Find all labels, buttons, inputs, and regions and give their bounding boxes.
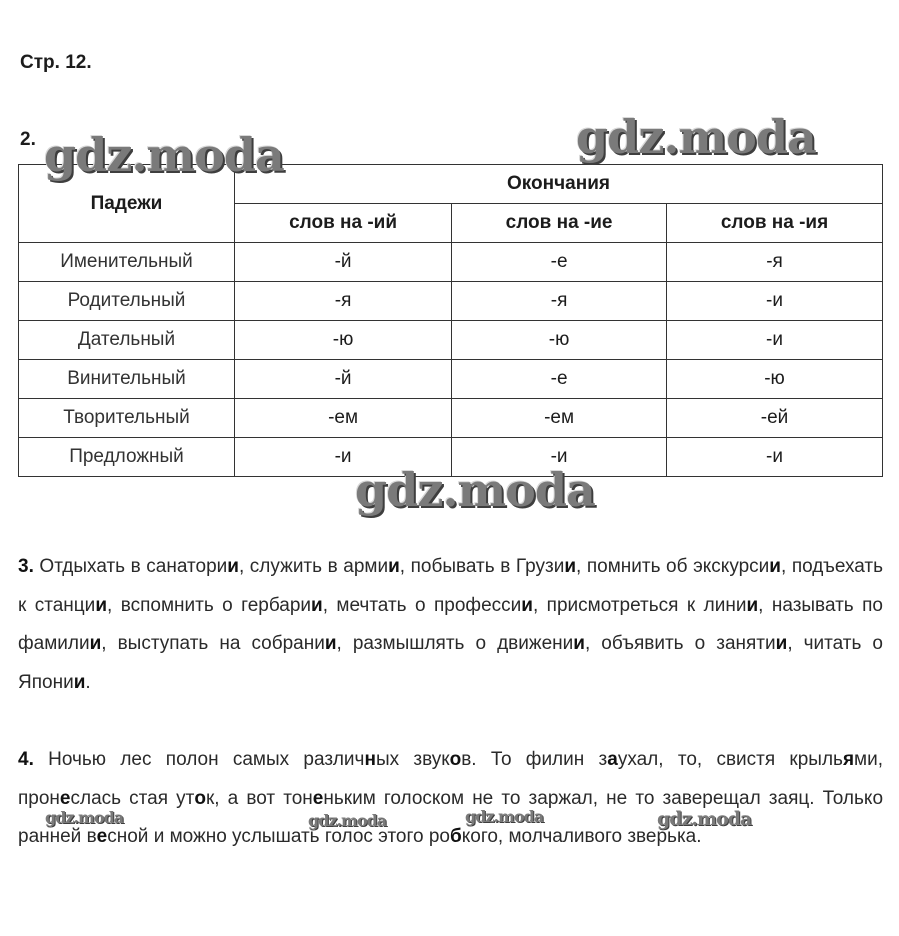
column-header: слов на -ие <box>452 204 667 243</box>
text-segment: . <box>85 672 91 694</box>
text-segment: Отдыхать в санатори <box>33 556 228 577</box>
text-segment: , присмотреться к лини <box>532 594 747 616</box>
case-name: Дательный <box>19 321 235 360</box>
case-name: Винительный <box>19 360 235 399</box>
case-name: Творительный <box>19 399 235 438</box>
ending-cell: -ю <box>235 321 452 360</box>
text-segment: Ночью лес полон самых различ <box>33 749 365 770</box>
ending-cell: -ю <box>452 321 667 360</box>
highlighted-letter: и <box>89 633 102 655</box>
header-endings: Окончания <box>235 165 883 204</box>
text-segment: , помнить об экскурси <box>576 556 770 577</box>
text-segment: ых звук <box>375 749 450 770</box>
table-header-row <box>19 165 883 204</box>
ending-cell: -е <box>452 360 667 399</box>
text-segment: ньким голоском не то заржал, не то заверещал заяц. Только ранней в <box>18 787 884 848</box>
table-row <box>19 360 883 399</box>
highlighted-letter: и <box>388 556 400 577</box>
text-segment: , служить в арми <box>238 556 389 577</box>
highlighted-letter: е <box>312 787 324 809</box>
ending-cell: -е <box>452 243 667 282</box>
case-name: Предложный <box>19 438 235 477</box>
task-4-text <box>18 741 883 857</box>
highlighted-letter: б <box>450 826 462 848</box>
highlighted-letter: и <box>573 633 585 655</box>
header-case: Падежи <box>19 165 235 243</box>
column-header: слов на -ия <box>667 204 883 243</box>
ending-cell: -и <box>235 438 452 477</box>
text-segment: , выступать на собрани <box>101 633 325 655</box>
text-segment: , читать о Япони <box>18 633 883 694</box>
highlighted-letter: и <box>775 633 788 655</box>
endings-table <box>18 164 883 477</box>
highlighted-letter: и <box>311 594 323 616</box>
text-segment: , называть по фамили <box>18 594 883 655</box>
ending-cell: -и <box>667 438 883 477</box>
text-segment: сной и можно услышать голос этого ро <box>107 826 450 848</box>
highlighted-letter: и <box>95 594 107 616</box>
watermark: gdz.moda <box>657 808 752 830</box>
text-segment: , вспомнить о гербари <box>107 594 312 616</box>
text-segment: ми, прон <box>18 749 884 809</box>
ending-cell: -ей <box>667 399 883 438</box>
watermark: gdz.moda <box>355 463 595 517</box>
ending-cell: -й <box>235 360 452 399</box>
ending-cell: -я <box>452 282 667 321</box>
text-segment: , объявить о заняти <box>584 633 776 655</box>
watermark: gdz.moda <box>45 808 124 827</box>
task-4-number: 4. <box>18 749 34 770</box>
text-segment: , подъехать к станци <box>18 556 884 616</box>
table-row <box>19 438 883 477</box>
watermark: gdz.moda <box>308 811 387 830</box>
text-segment: слась стая ут <box>70 787 195 809</box>
table-row <box>19 321 883 360</box>
highlighted-letter: о <box>194 787 206 809</box>
highlighted-letter: и <box>324 633 337 655</box>
highlighted-letter: н <box>364 749 376 770</box>
highlighted-letter: и <box>746 594 759 616</box>
task-3-text <box>18 548 883 703</box>
page-label: Стр. 12. <box>20 52 92 73</box>
case-name: Родительный <box>19 282 235 321</box>
ending-cell: -и <box>667 282 883 321</box>
watermark: gdz.moda <box>465 807 544 826</box>
task-3-body <box>18 556 883 693</box>
highlighted-letter: я <box>842 749 855 770</box>
ending-cell: -и <box>452 438 667 477</box>
highlighted-letter: и <box>521 594 533 616</box>
highlighted-letter: а <box>607 749 618 770</box>
text-segment: в. То филин з <box>461 749 608 770</box>
watermark: gdz.moda <box>44 128 284 182</box>
text-segment: кого, молчаливого зверька. <box>461 826 702 848</box>
highlighted-letter: и <box>227 556 239 577</box>
text-segment: ухал, то, свистя крыль <box>617 749 843 770</box>
ending-cell: -ем <box>235 399 452 438</box>
text-segment: , побывать в Грузи <box>399 556 565 577</box>
ending-cell: -и <box>667 321 883 360</box>
highlighted-letter: о <box>449 749 462 770</box>
ending-cell: -я <box>235 282 452 321</box>
column-header: слов на -ий <box>235 204 452 243</box>
ending-cell: -ю <box>667 360 883 399</box>
highlighted-letter: и <box>769 556 781 577</box>
table-row <box>19 243 883 282</box>
watermark: gdz.moda <box>576 110 816 164</box>
text-segment: к, а вот тон <box>205 787 313 809</box>
case-name: Именительный <box>19 243 235 282</box>
table-row <box>19 399 883 438</box>
highlighted-letter: е <box>96 826 108 848</box>
table-row <box>19 282 883 321</box>
ending-cell: -я <box>667 243 883 282</box>
task-4-body <box>18 749 883 847</box>
task-3-number: 3. <box>18 556 34 577</box>
highlighted-letter: и <box>73 672 86 694</box>
text-segment: , мечтать о професси <box>322 594 522 616</box>
ending-cell: -й <box>235 243 452 282</box>
task-2-number: 2. <box>20 129 36 150</box>
ending-cell: -ем <box>452 399 667 438</box>
highlighted-letter: е <box>59 787 71 809</box>
text-segment: , размышлять о движени <box>336 633 574 655</box>
highlighted-letter: и <box>564 556 576 577</box>
